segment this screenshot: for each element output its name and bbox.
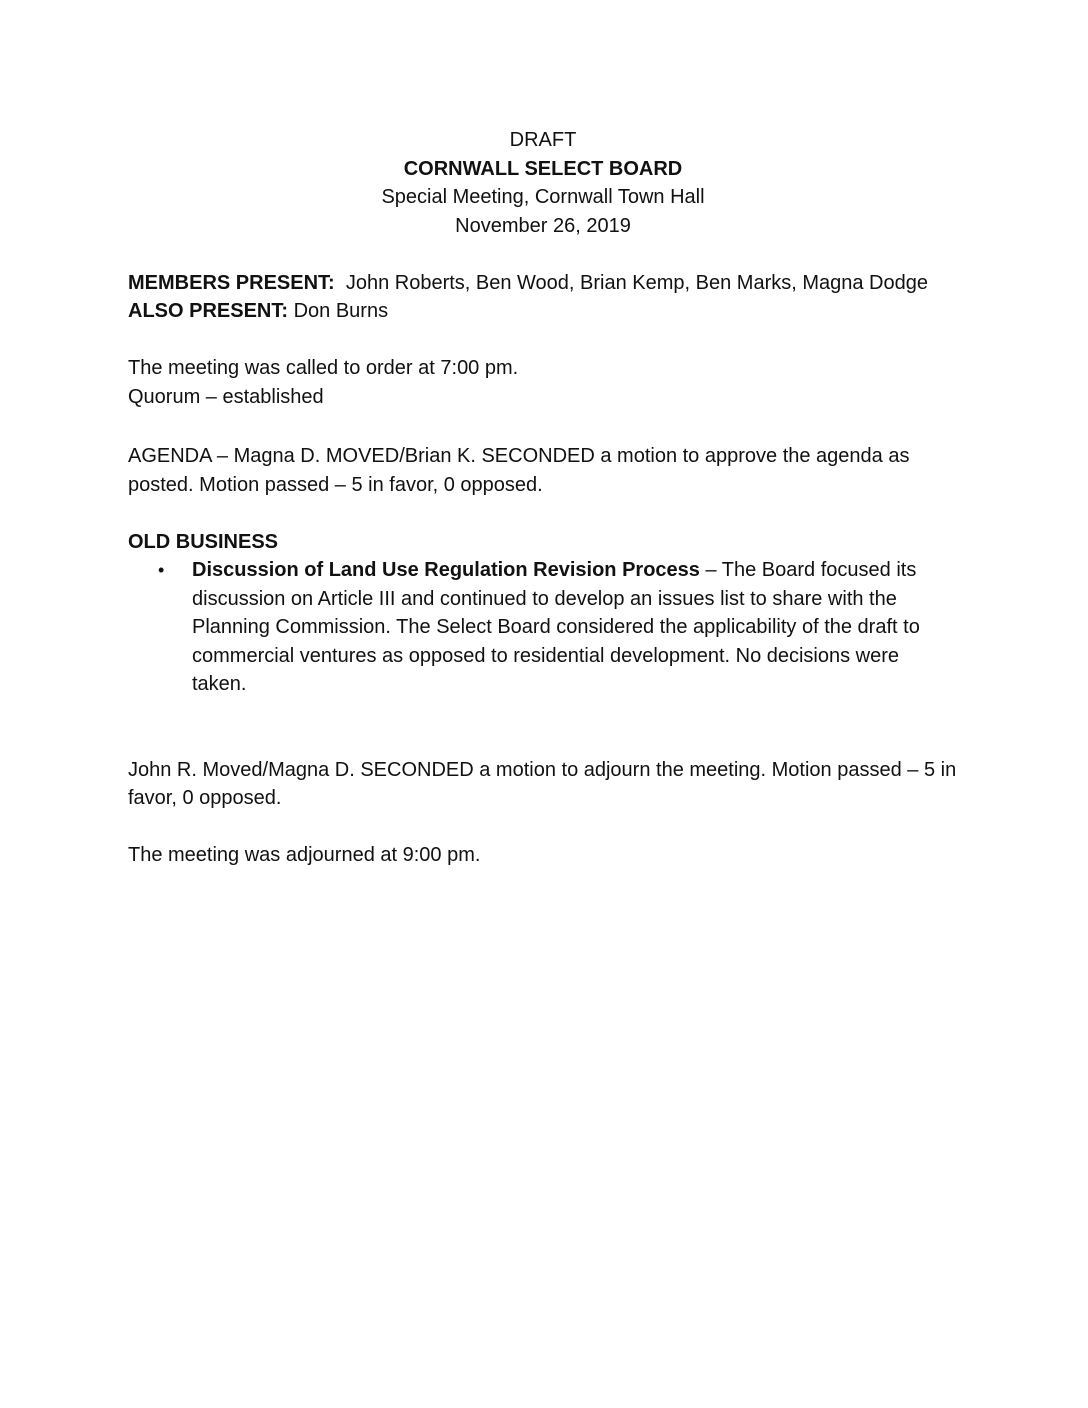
old-business-heading: OLD BUSINESS <box>128 530 279 553</box>
old-business-list <box>128 556 958 699</box>
adjourned-statement: The meeting was adjourned at 9:00 pm. <box>128 844 481 866</box>
item-body: – The Board focused its discussion on Article III and continued to develop an issues list to share with the Planning Commission. The Select Board considered the applicability of the draft to commercial ventures as opposed to residential development. No decisions were taken. <box>192 559 920 695</box>
members-present-names: John Roberts, Ben Wood, Brian Kemp, Ben Marks, Magna Dodge <box>345 271 928 294</box>
also-present-label: ALSO PRESENT: <box>128 300 289 322</box>
draft-label: DRAFT <box>509 129 577 151</box>
list-item <box>128 556 958 699</box>
call-to-order: The meeting was called to order at 7:00 pm. <box>128 357 519 379</box>
also-present-names: Don Burns <box>293 300 389 322</box>
board-title: CORNWALL SELECT BOARD <box>403 157 683 180</box>
members-present <box>128 269 958 298</box>
meeting-subtitle: Special Meeting, Cornwall Town Hall <box>381 186 705 208</box>
document-header <box>128 126 958 240</box>
also-present <box>128 297 958 326</box>
agenda-motion: AGENDA – Magna D. MOVED/Brian K. SECONDED a motion to approve the agenda as posted. Motion passed – 5 in favor, 0 opposed. <box>128 445 910 496</box>
item-title: Discussion of Land Use Regulation Revision Process <box>192 559 700 581</box>
bullet-icon: • <box>158 560 165 580</box>
document-page <box>128 126 958 870</box>
members-present-label: MEMBERS PRESENT: <box>128 271 335 294</box>
adjourn-motion: John R. Moved/Magna D. SECONDED a motion to adjourn the meeting. Motion passed – 5 in favor, 0 opposed. <box>128 758 957 809</box>
quorum: Quorum – established <box>128 385 324 408</box>
meeting-date: November 26, 2019 <box>455 214 631 237</box>
